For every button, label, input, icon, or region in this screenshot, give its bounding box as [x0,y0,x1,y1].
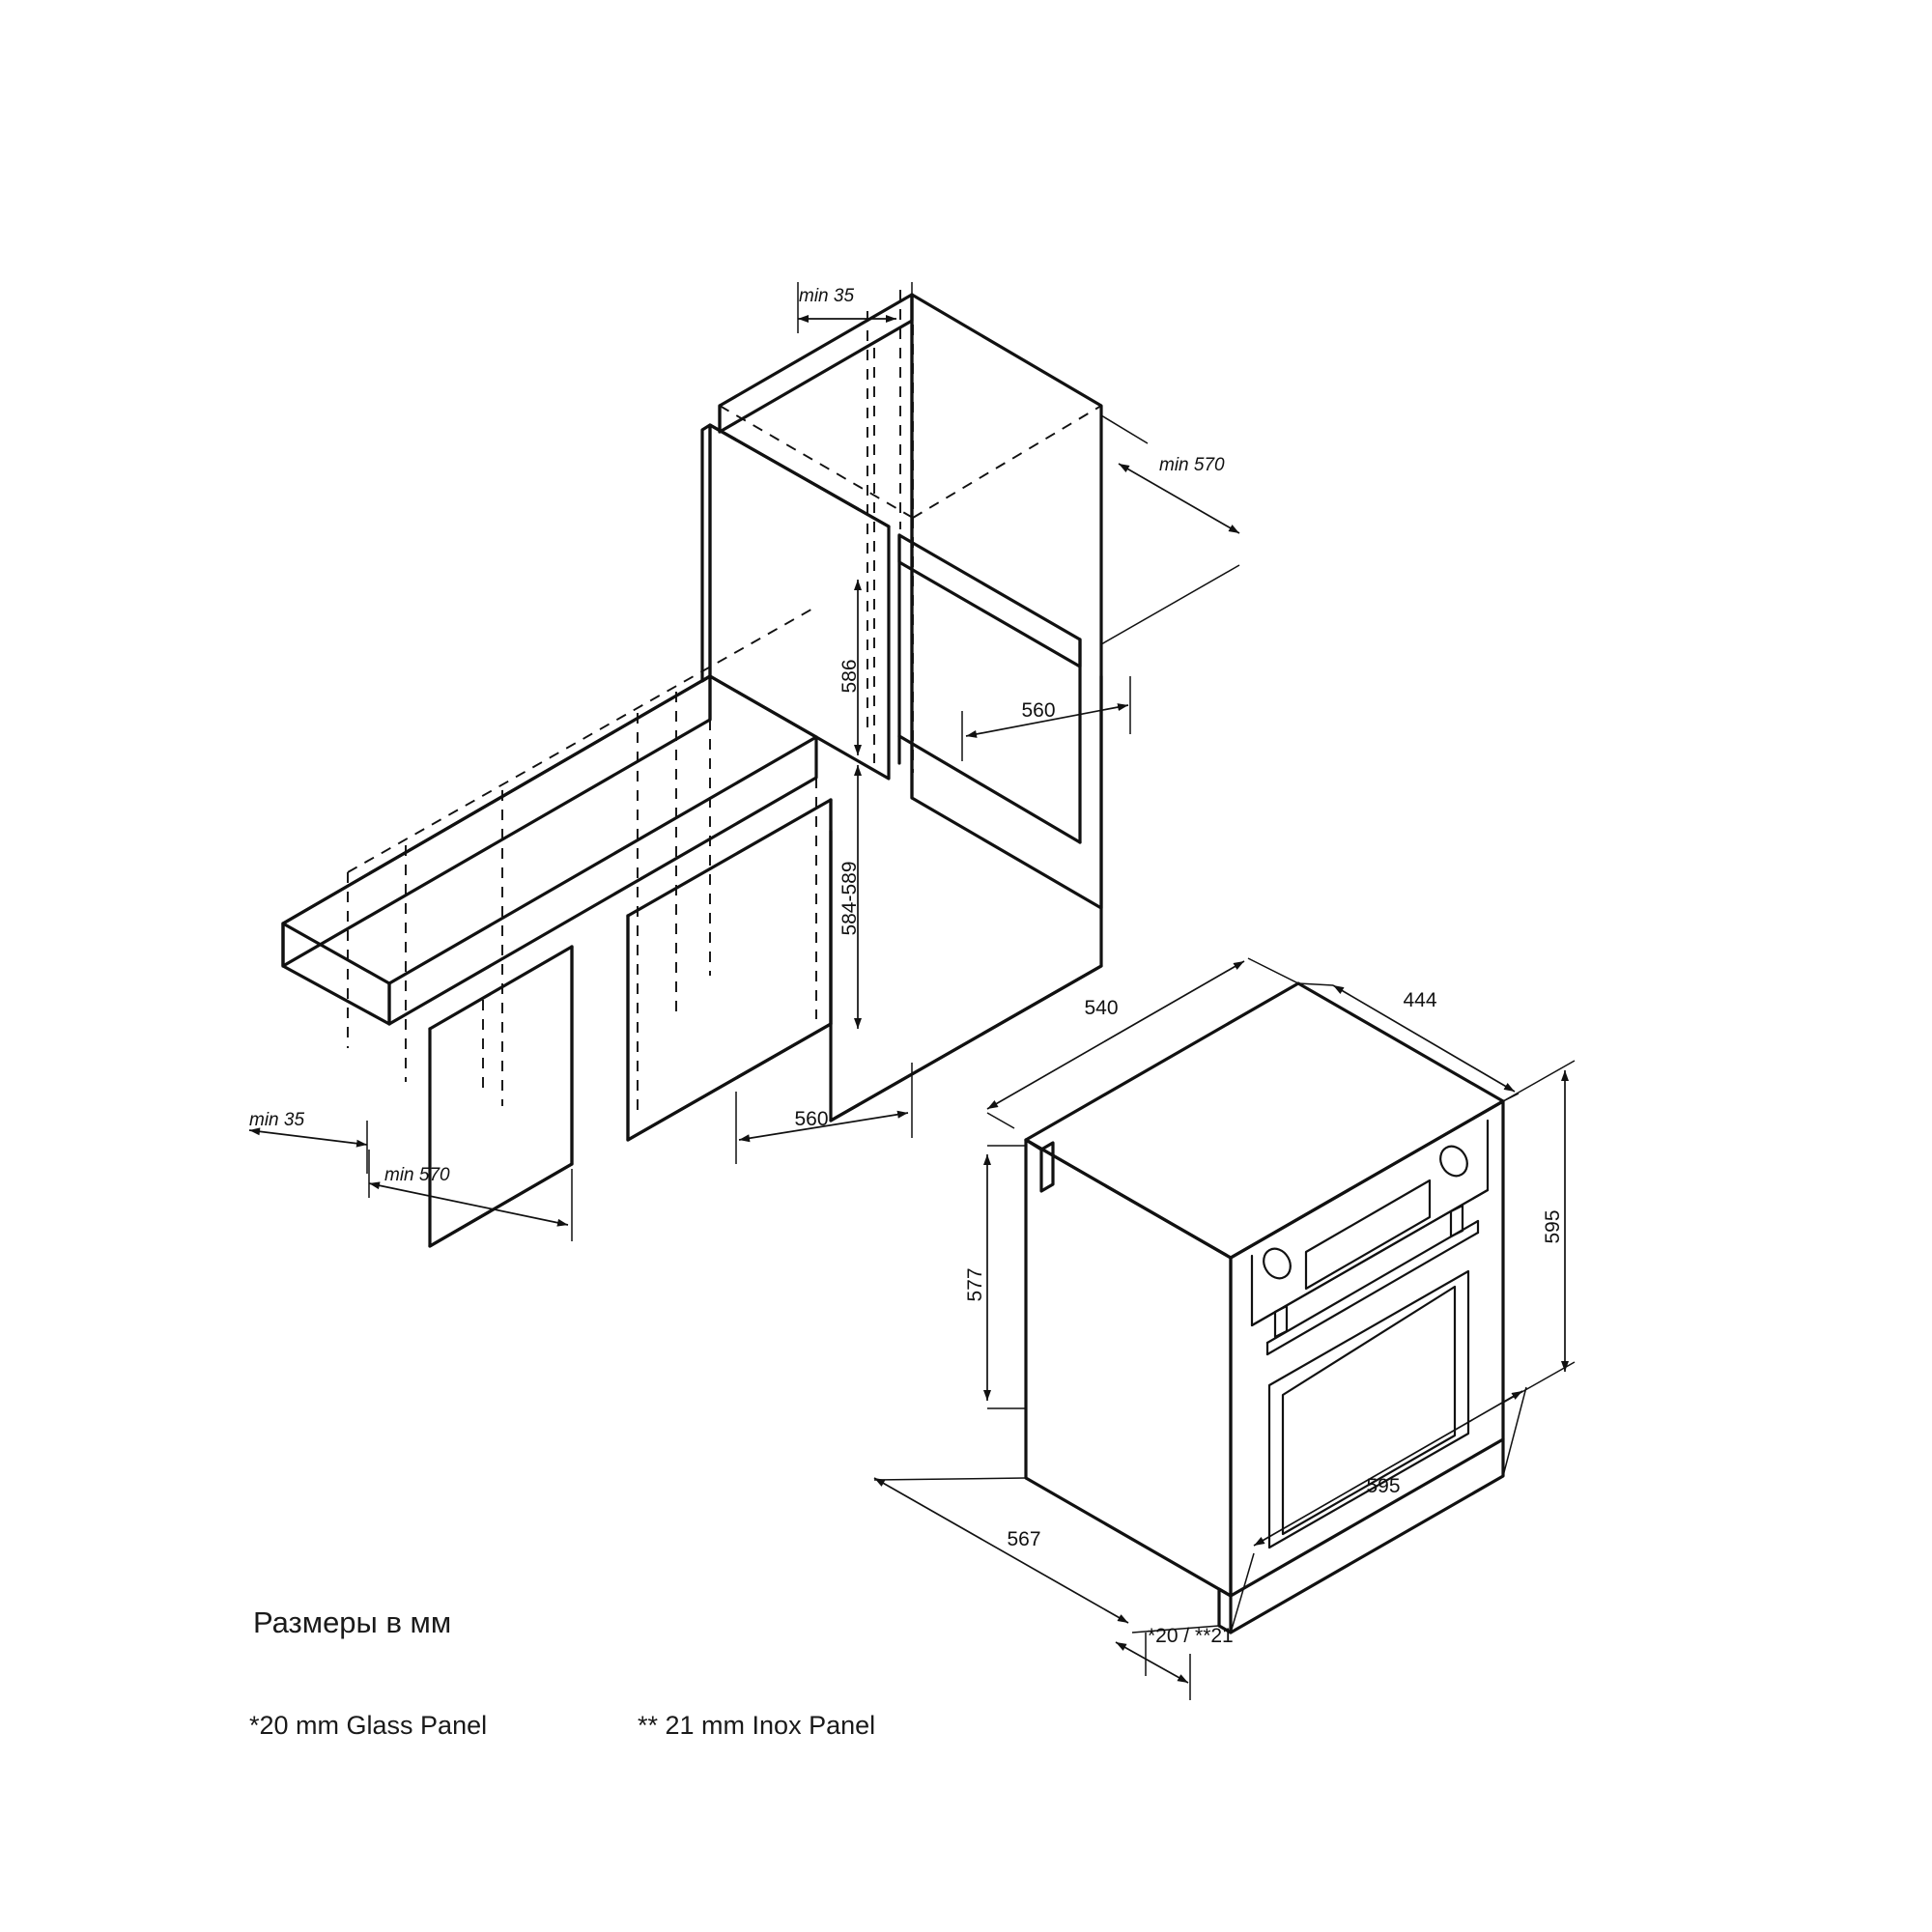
captions-block [249,1605,875,1740]
dimension-bottom-min-35 [249,1110,367,1174]
oven-outline [1026,983,1503,1633]
dim-label-540: 540 [1084,997,1119,1019]
dimension-height-584-589 [838,765,861,1029]
dimension-depth-567 [874,1478,1219,1633]
dimension-height-577 [964,1146,1026,1408]
dimension-bottom-min-570 [369,1150,572,1241]
dimension-top-min-35 [798,282,912,333]
oven-body-diagram [874,958,1575,1700]
dim-label-bottom-min-570: min 570 [384,1165,450,1185]
dim-label-584-589: 584-589 [838,861,861,936]
dim-label-bottom-min-35: min 35 [249,1110,305,1130]
dim-label-top-min-35: min 35 [799,286,855,306]
dimension-panel-thickness [1116,1625,1234,1700]
countertop-slab [283,676,816,1024]
dim-label-top-min-570: min 570 [1159,455,1225,475]
oven-door-handle [1267,1206,1478,1354]
dim-label-595-bottom: 595 [1366,1475,1401,1497]
footnote-glass-panel: *20 mm Glass Panel [249,1711,488,1740]
dim-label-567: 567 [1007,1528,1041,1550]
oven-door-window [1269,1271,1468,1548]
units-caption: Размеры в мм [253,1605,452,1639]
dim-label-595-right: 595 [1542,1209,1564,1244]
dimension-width-560-bottom [736,1063,912,1164]
lower-cabinet-outline [430,676,1101,1246]
upper-cabinet-outline [702,295,1101,908]
dim-label-444: 444 [1403,989,1437,1011]
dim-label-panel-thickness: *20 / **21 [1148,1625,1234,1647]
dimension-depth-540 [987,958,1298,1128]
dimension-width-560-top [962,676,1130,761]
footnote-inox-panel: ** 21 mm Inox Panel [638,1711,876,1740]
dimension-height-595-right [1503,1061,1575,1403]
dim-label-577: 577 [964,1267,986,1302]
dimension-top-min-570 [1101,415,1239,644]
dim-label-560-top: 560 [1021,699,1056,722]
dim-label-560-bottom: 560 [794,1108,829,1130]
dimension-height-586 [838,580,861,755]
lower-hidden-lines [348,607,816,1121]
dim-label-586: 586 [838,659,861,694]
